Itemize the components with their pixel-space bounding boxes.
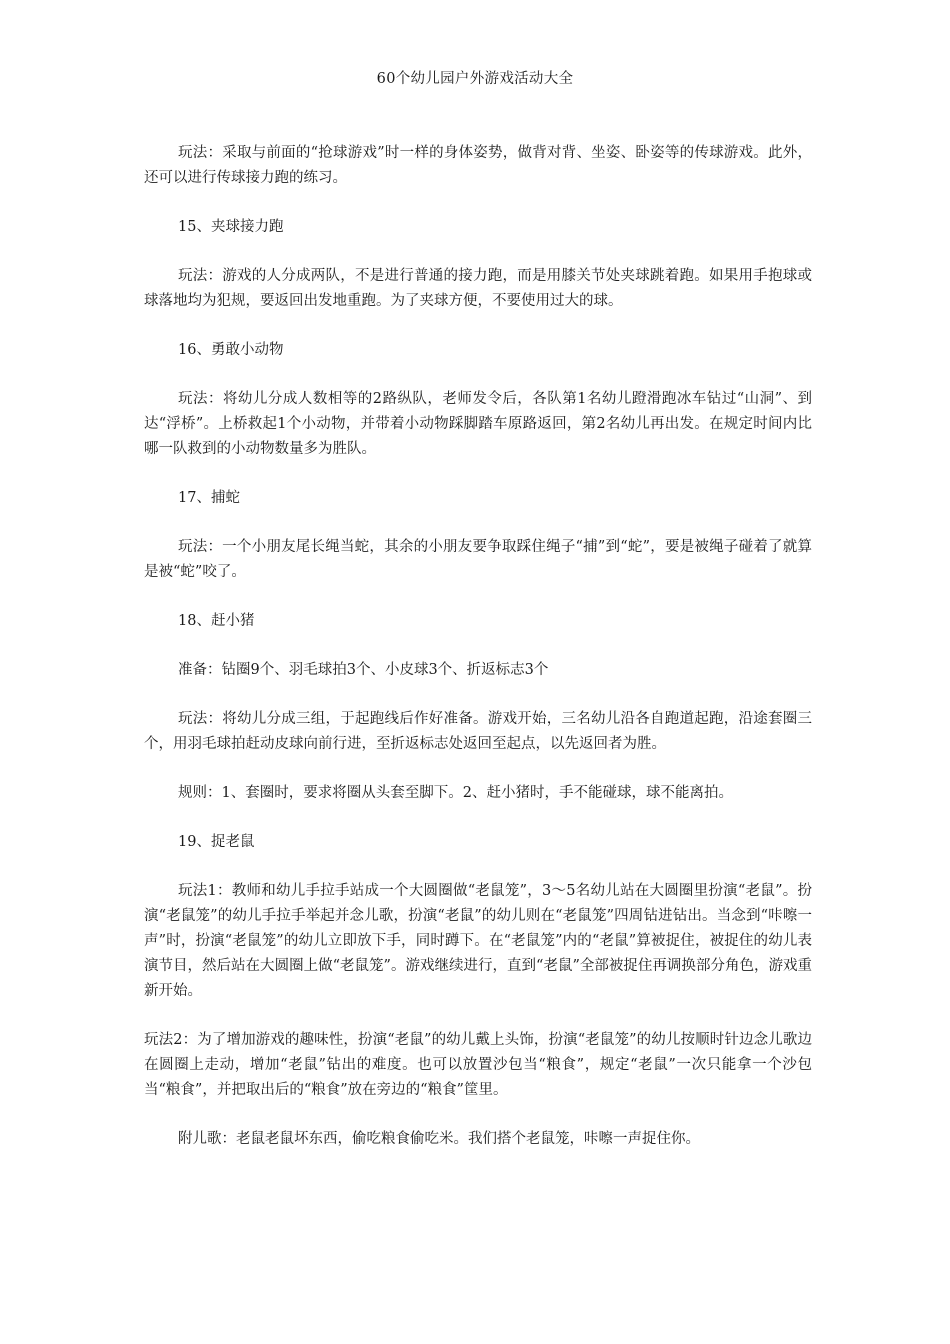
section-heading-17: 17、捕蛇 (178, 490, 240, 506)
document-body (144, 141, 812, 1176)
paragraph-piglet-preparation: 准备：钻圈9个、羽毛球拍3个、小皮球3个、折返标志3个 (178, 662, 549, 678)
paragraph-mouse-play-1: 玩法1：教师和幼儿手拉手站成一个大圆圈做“老鼠笼”，3～5名幼儿站在大圆圈里扮演“老鼠”。扮演“老鼠笼”的幼儿手拉手举起并念儿歌，扮演“老鼠”的幼儿则在“老鼠笼”四周钻进钻出。当念到“咔嚓一声”时，扮演“老鼠笼”的幼儿立即放下手，同时蹲下。在“老鼠笼”内的“老鼠”算被捉住，被捉住的幼儿表演节目，然后站在大圆圈上做“老鼠笼”。游戏继续进行，直到“老鼠”全部被捉住再调换部分角色，游戏重新开始。 (144, 883, 812, 999)
section-heading-19: 19、捉老鼠 (178, 834, 255, 850)
paragraph-mouse-play-2: 玩法2：为了增加游戏的趣味性，扮演“老鼠”的幼儿戴上头饰，扮演“老鼠笼”的幼儿按顺时针边念儿歌边在圆圈上走动，增加“老鼠”钻出的难度。也可以放置沙包当“粮食”，规定“老鼠”一次只能拿一个沙包当“粮食”，并把取出后的“粮食”放在旁边的“粮食”筐里。 (144, 1032, 812, 1098)
paragraph-piglet-play: 玩法：将幼儿分成三组，于起跑线后作好准备。游戏开始，三名幼儿沿各自跑道起跑，沿途套圈三个，用羽毛球拍赶动皮球向前行进，至折返标志处返回至起点，以先返回者为胜。 (144, 711, 812, 752)
paragraph-relay-rules: 玩法：游戏的人分成两队，不是进行普通的接力跑，而是用膝关节处夹球跳着跑。如果用手抱球或球落地均为犯规，要返回出发地重跑。为了夹球方便，不要使用过大的球。 (144, 268, 812, 309)
section-heading-15: 15、夹球接力跑 (178, 219, 284, 235)
section-heading-16: 16、勇敢小动物 (178, 342, 284, 358)
paragraph-piglet-rules: 规则：1、套圈时，要求将圈从头套至脚下。2、赶小猪时，手不能碰球，球不能离拍。 (178, 785, 733, 801)
section-heading-18: 18、赶小猪 (178, 613, 255, 629)
paragraph-brave-animals-rules: 玩法：将幼儿分成人数相等的2路纵队，老师发令后，各队第1名幼儿蹬滑跑冰车钻过“山洞”、到达“浮桥”。上桥救起1个小动物，并带着小动物踩脚踏车原路返回，第2名幼儿再出发。在规定时间内比哪一队救到的小动物数量多为胜队。 (144, 391, 812, 457)
paragraph-pass-ball-rules: 玩法：采取与前面的“抢球游戏”时一样的身体姿势，做背对背、坐姿、卧姿等的传球游戏。此外，还可以进行传球接力跑的练习。 (144, 145, 812, 186)
paragraph-nursery-rhyme: 附儿歌：老鼠老鼠坏东西，偷吃粮食偷吃米。我们搭个老鼠笼，咔嚓一声捉住你。 (178, 1131, 700, 1147)
document-title: 60个幼儿园户外游戏活动大全 (376, 71, 574, 87)
paragraph-catch-snake-rules: 玩法：一个小朋友尾长绳当蛇，其余的小朋友要争取踩住绳子“捕”到“蛇”，要是被绳子碰着了就算是被“蛇”咬了。 (144, 539, 812, 580)
